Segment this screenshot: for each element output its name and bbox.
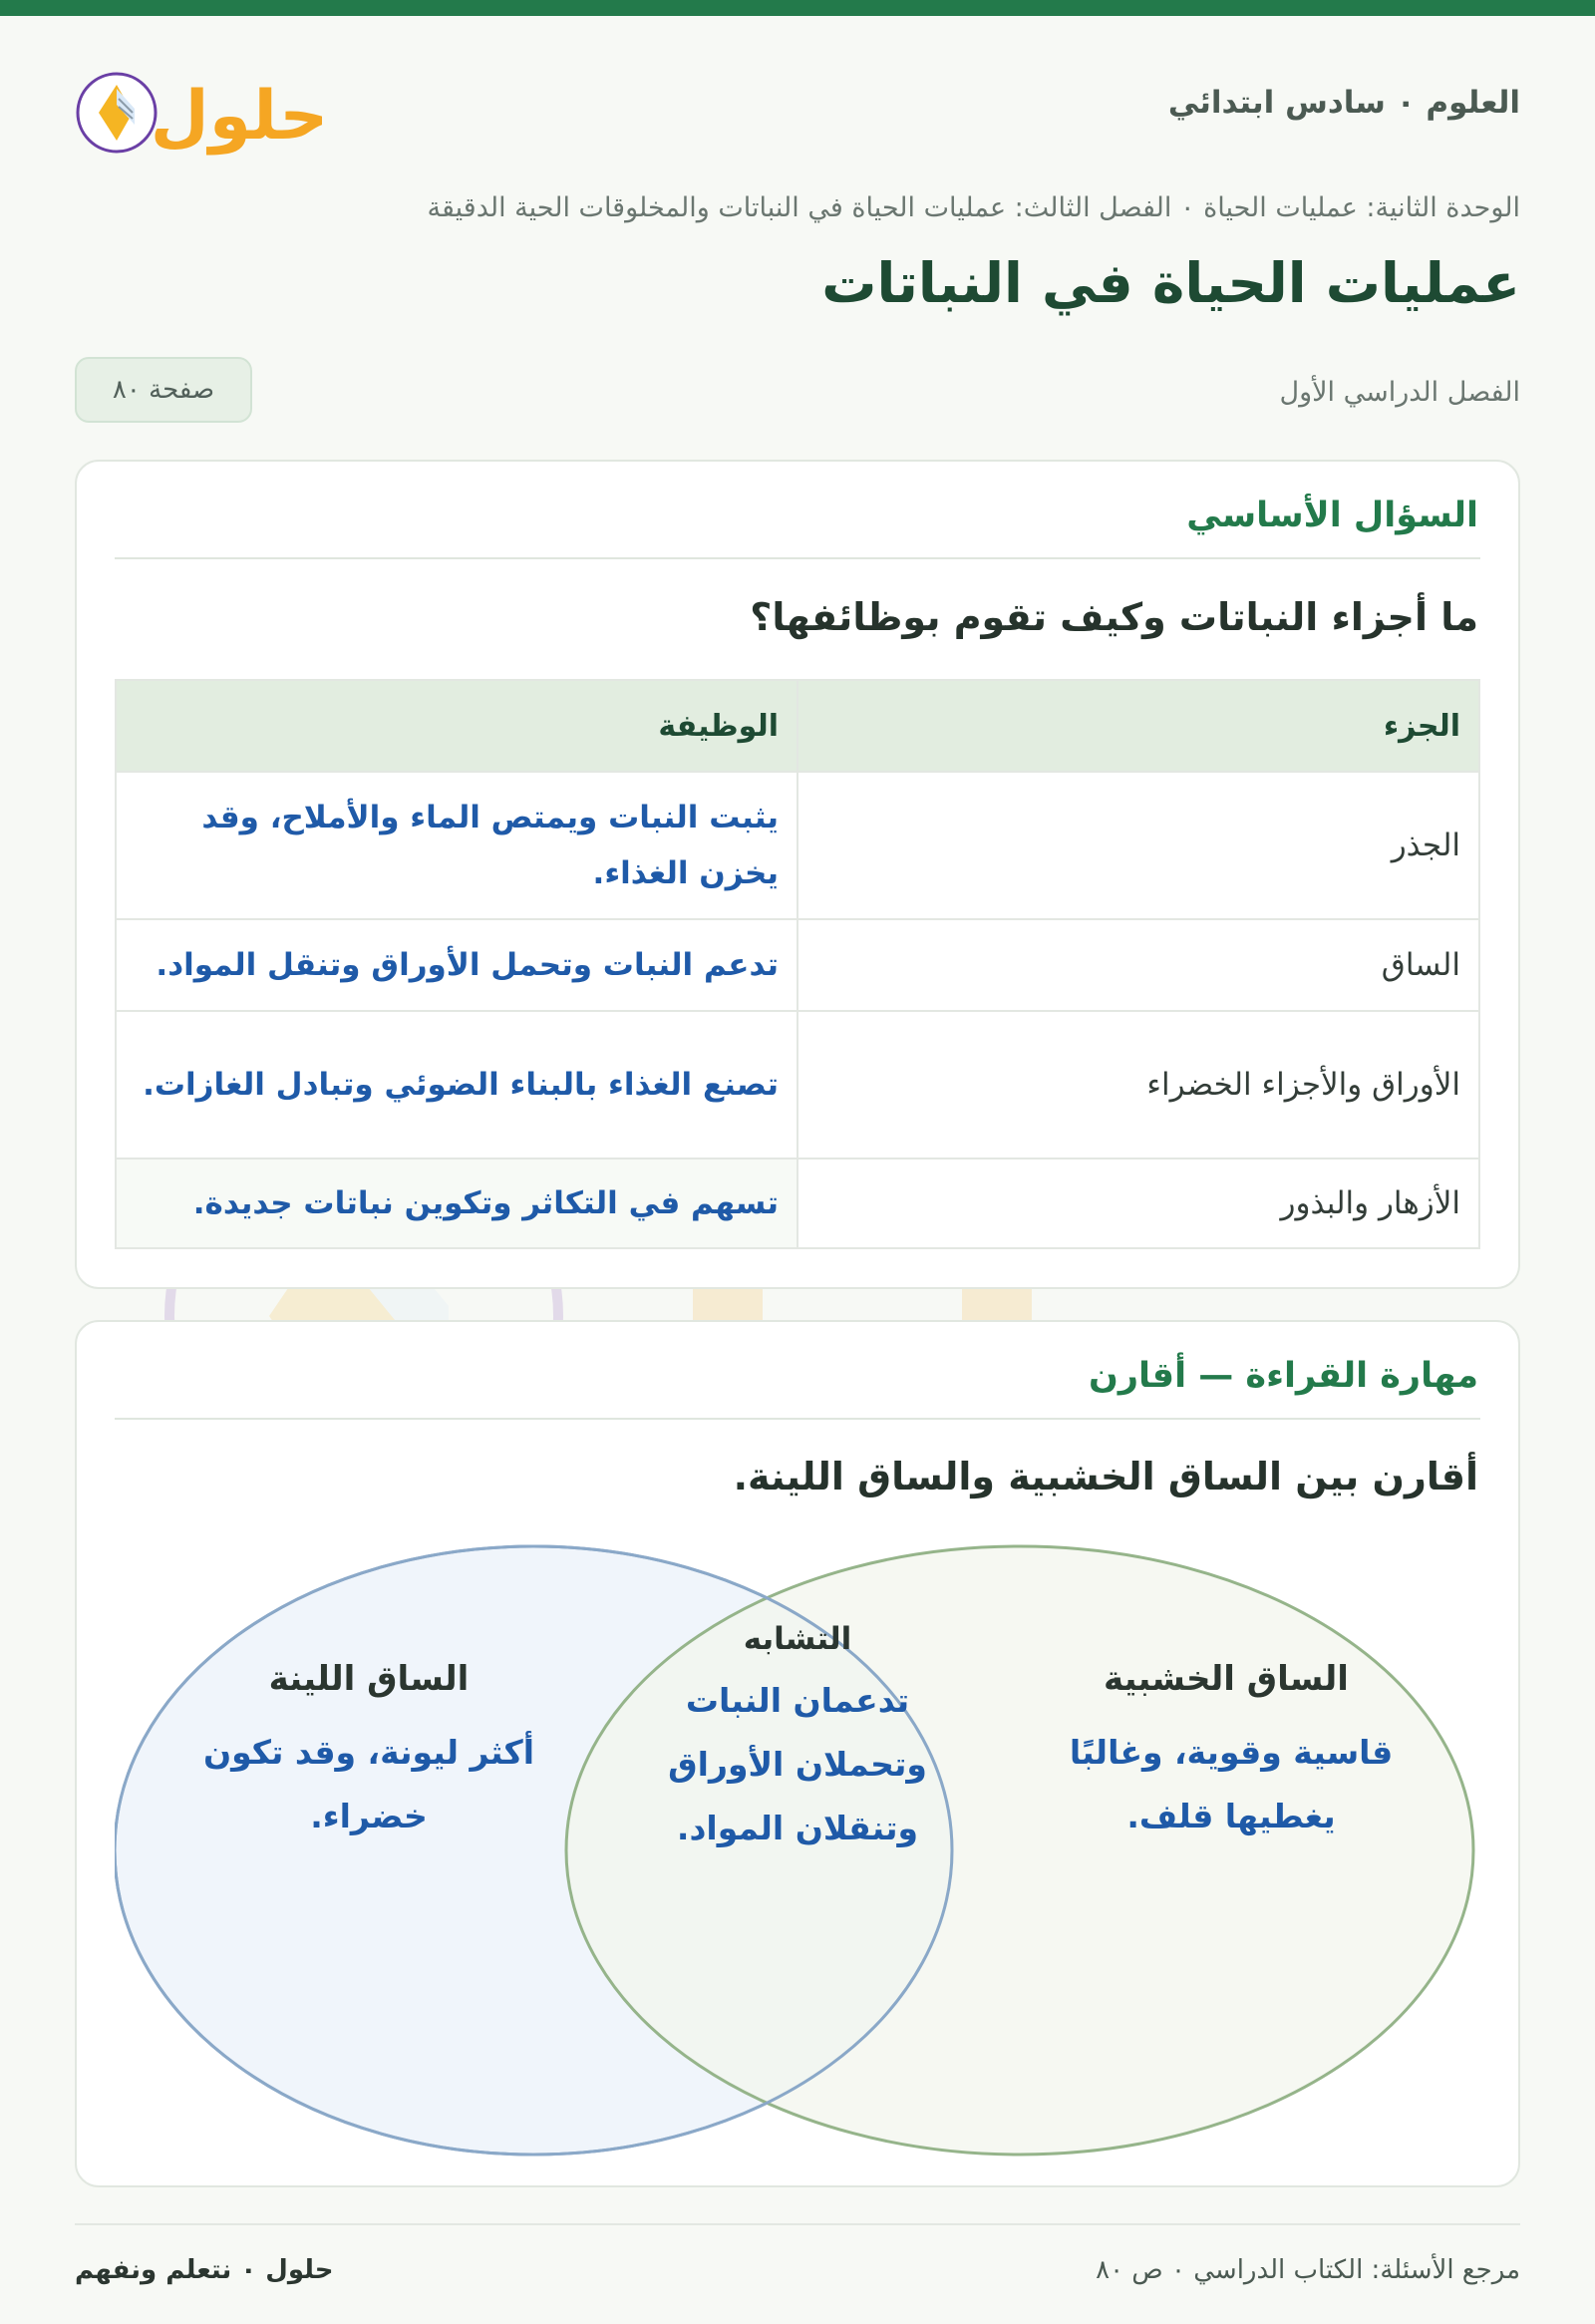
venn-right-text: قاسية وقوية، وغالبًا يغطيها قلف.	[1069, 1733, 1394, 1835]
footer-reference: مرجع الأسئلة: الكتاب الدراسي ٠ ص ٨٠	[1096, 2255, 1520, 2285]
card-heading: السؤال الأساسي	[1186, 496, 1478, 535]
part-cell: الأوراق والأجزاء الخضراء	[798, 1011, 1479, 1159]
card-heading: مهارة القراءة — أقارن	[1088, 1356, 1478, 1396]
part-cell: الساق	[798, 919, 1479, 1011]
card-header	[115, 462, 1480, 559]
part-cell: الجذر	[798, 772, 1479, 919]
table-row	[116, 919, 1479, 1011]
venn-left-label: الساق اللينة	[268, 1659, 470, 1699]
table-row	[116, 1159, 1479, 1248]
venn-diagram	[115, 1541, 1480, 2159]
plant-parts-table	[115, 679, 1480, 1249]
part-cell: الأزهار والبذور	[798, 1159, 1479, 1248]
venn-right-label: الساق الخشبية	[1104, 1659, 1349, 1699]
unit-breadcrumb: الوحدة الثانية: عمليات الحياة ٠ الفصل الثالث: عمليات الحياة في النباتات والمخلوقات الحية الدقيقة	[427, 192, 1520, 223]
page-number-badge: صفحة ٨٠	[75, 357, 252, 423]
footer-divider	[75, 2223, 1520, 2225]
function-cell: تدعم النبات وتحمل الأوراق وتنقل المواد.	[116, 919, 798, 1011]
column-header-function: الوظيفة	[116, 680, 798, 772]
brand-logo[interactable]	[75, 55, 344, 165]
table-header-row	[116, 680, 1479, 772]
venn-center-label: التشابه	[743, 1621, 852, 1657]
function-cell: تصنع الغذاء بالبناء الضوئي وتبادل الغازات.	[116, 1011, 798, 1159]
page-title: عمليات الحياة في النباتات	[821, 251, 1520, 315]
subject-label: العلوم ٠ سادس ابتدائي	[1167, 85, 1520, 121]
compare-question: أقارن بين الساق الخشبية والساق اللينة.	[733, 1455, 1478, 1498]
question-text: ما أجزاء النباتات وكيف تقوم بوظائفها؟	[750, 595, 1478, 639]
brand-logo-text: حلول	[150, 77, 329, 156]
essential-question-card	[75, 460, 1520, 1289]
venn-left-text: أكثر ليونة، وقد تكون خضراء.	[202, 1733, 535, 1835]
page-header	[75, 55, 1520, 165]
venn-center-text: تدعمان النبات وتحملان الأوراق وتنقلان المواد.	[668, 1681, 927, 1847]
book-logo-icon	[78, 74, 156, 152]
column-header-part: الجزء	[798, 680, 1479, 772]
function-cell: يثبت النبات ويمتص الماء والأملاح، وقد يخزن الغذاء.	[116, 772, 798, 919]
card-header	[115, 1322, 1480, 1420]
term-label: الفصل الدراسي الأول	[1279, 377, 1520, 408]
top-accent-bar	[0, 0, 1595, 16]
function-cell: تسهم في التكاثر وتكوين نباتات جديدة.	[116, 1159, 798, 1248]
footer-brand: حلول ٠ نتعلم ونفهم	[75, 2255, 334, 2285]
table-row	[116, 1011, 1479, 1159]
reading-skill-card	[75, 1320, 1520, 2187]
table-row	[116, 772, 1479, 919]
